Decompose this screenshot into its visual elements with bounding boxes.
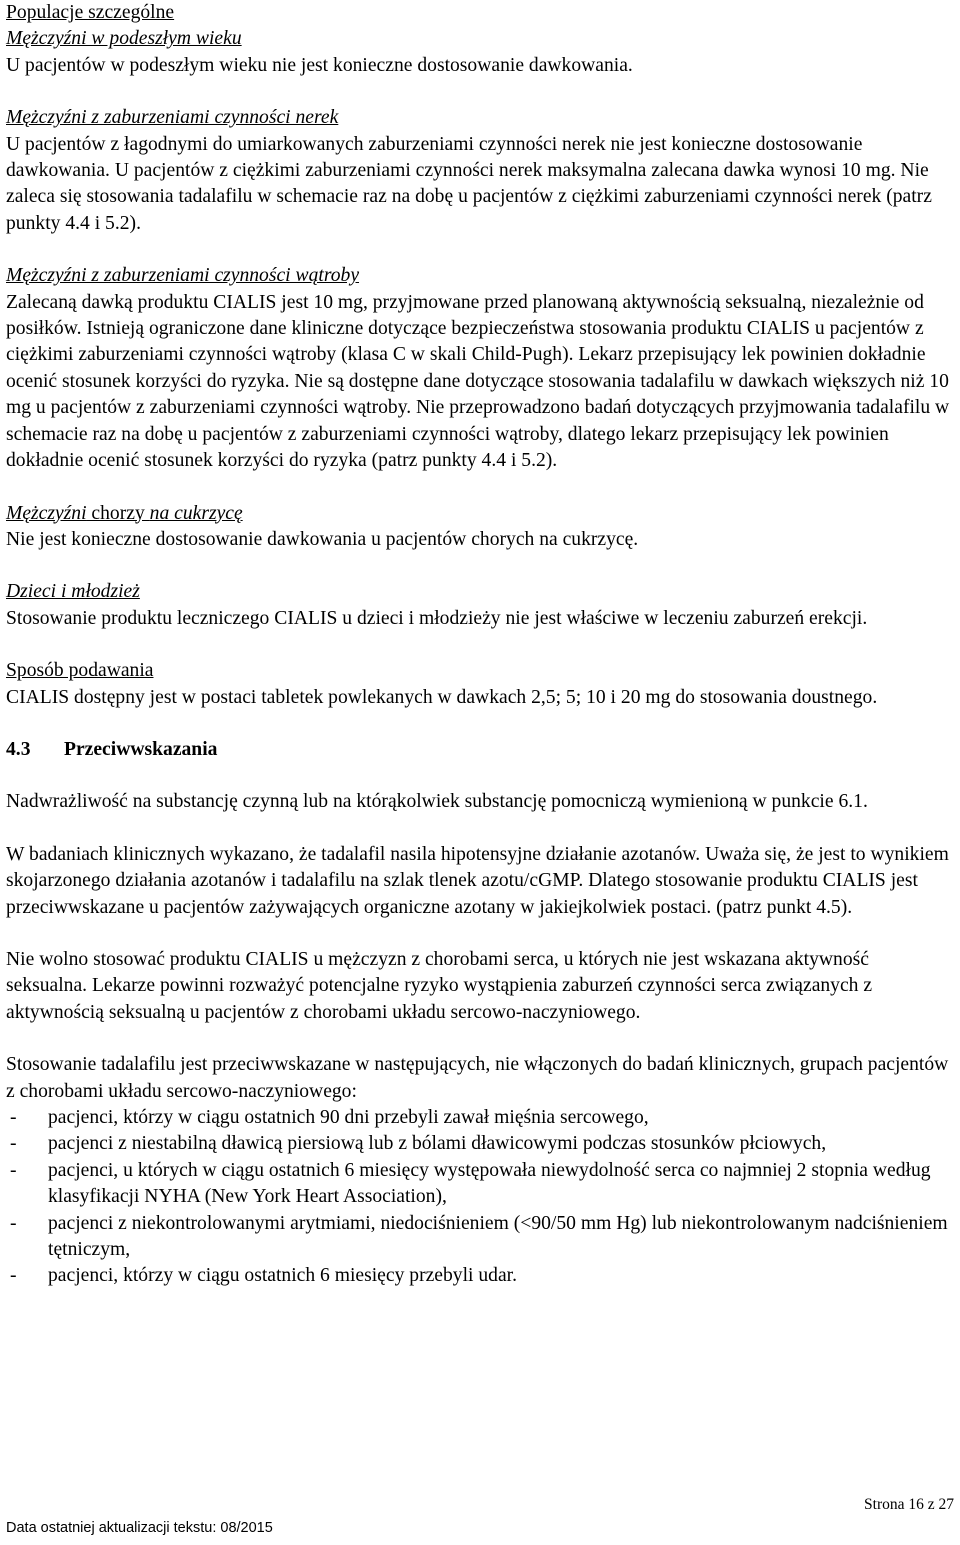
spacer: [6, 921, 954, 947]
section-title-text: Przeciwwskazania: [64, 738, 218, 760]
section-title-contraindications: [6, 737, 954, 763]
elderly-text: U pacjentów w podeszłym wieku nie jest konieczne dostosowanie dawkowania.: [6, 54, 633, 76]
diabetes-heading: [6, 501, 954, 527]
children-text: Stosowanie produktu leczniczego CIALIS u dzieci i młodzieży nie jest właściwe w leczeniu zaburzeń erekcji.: [6, 607, 868, 629]
populations-heading: Populacje szczególne: [6, 2, 175, 23]
administration-text: CIALIS dostępny jest w postaci tabletek powlekanych w dawkach 2,5; 5; 10 i 20 mg do stosowania doustnego.: [6, 686, 878, 708]
dash-bullet: -: [10, 1133, 17, 1155]
list-item: [6, 1158, 954, 1211]
list-item-text: pacjenci z niestabilną dławicą piersiową lub z bólami dławicowymi podczas stosunków płciowych,: [48, 1133, 827, 1155]
dash-bullet: -: [10, 1265, 17, 1287]
administration-heading: Sposób podawania: [6, 660, 154, 682]
hepatic-heading: Mężczyźni z zaburzeniami czynności wątroby: [6, 265, 360, 287]
spacer: [6, 632, 954, 658]
list-item: [6, 1131, 954, 1157]
dash-bullet: -: [10, 1159, 17, 1181]
diabetes-heading-part1: Mężczyźni: [6, 502, 87, 524]
spacer: [6, 475, 954, 501]
spacer: [6, 237, 954, 263]
list-item-text: pacjenci, u których w ciągu ostatnich 6 miesięcy występowała niewydolność serca co najmniej 2 stopnia według klasyfikacji NYHA (New York Heart Association),: [48, 1159, 931, 1208]
contraindications-paragraph-3: Nie wolno stosować produktu CIALIS u mężczyzn z chorobami serca, u których nie jest wskazana aktywność seksualna. Lekarze powinni rozważyć potencjalne ryzyko wystąpienia zaburzeń czynności serca związanych z aktywnością seksualną u pacjentów z chorobami układu sercowo-naczyniowego.: [6, 948, 873, 1023]
dash-bullet: -: [10, 1212, 17, 1234]
spacer: [6, 79, 954, 105]
page-number: Strona 16 z 27: [864, 1496, 954, 1513]
list-item: [6, 1263, 954, 1289]
spacer: [6, 553, 954, 579]
spacer: [6, 816, 954, 842]
dash-bullet: -: [10, 1107, 17, 1128]
list-item: [6, 1211, 954, 1264]
contraindications-paragraph-1: Nadwrażliwość na substancję czynną lub na którąkolwiek substancję pomocniczą wymienioną w punkcie 6.1.: [6, 791, 868, 813]
contraindications-list: [6, 1105, 954, 1290]
spacer: [6, 763, 954, 789]
list-item-text: pacjenci, którzy w ciągu ostatnich 90 dni przebyli zawał mięśnia sercowego,: [48, 1107, 649, 1128]
diabetes-heading-part3: na cukrzycę: [149, 502, 243, 524]
hepatic-text: Zalecaną dawką produktu CIALIS jest 10 mg, przyjmowane przed planowaną aktywnością seksualną, niezależnie od posiłków. Istnieją ograniczone dane kliniczne dotyczące bezpieczeństwa stosowania produktu CIALIS u pacjentów z ciężkimi zaburzeniami czynności wątroby (klasa C w skali Child-Pugh). Lekarz przepisujący lek powinien dokładnie ocenić stosunek korzyści do ryzyka. Nie są dostępne dane dotyczące stosowania tadalafilu w dawkach większych niż 10 mg u pacjentów z zaburzeniami czynności wątroby. Nie przeprowadzono badań dotyczących przyjmowania tadalafilu w schemacie raz na dobę u pacjentów z zaburzeniami czynności wątroby, dlatego lekarz przepisujący lek powinien dokładnie ocenić stosunek korzyści do ryzyka (patrz punkty 4.4 i 5.2).: [6, 291, 950, 472]
last-updated: Data ostatniej aktualizacji tekstu: 08/2015: [6, 1520, 273, 1536]
contraindications-paragraph-4: Stosowanie tadalafilu jest przeciwwskazane w następujących, nie włączonych do badań klinicznych, grupach pacjentów z chorobami układu sercowo-naczyniowego:: [6, 1054, 949, 1102]
list-item-text: pacjenci, którzy w ciągu ostatnich 6 miesięcy przebyli udar.: [48, 1265, 517, 1287]
renal-text: U pacjentów z łagodnymi do umiarkowanych zaburzeniami czynności nerek nie jest konieczne dostosowanie dawkowania. U pacjentów z ciężkimi zaburzeniami czynności nerek maksymalna zalecana dawka wynosi 10 mg. Nie zaleca się stosowania tadalafilu w schemacie raz na dobę u pacjentów z ciężkimi zaburzeniami czynności nerek (patrz punkty 4.4 i 5.2).: [6, 133, 932, 234]
list-item-text: pacjenci z niekontrolowanymi arytmiami, niedociśnieniem (<90/50 mm Hg) lub niekontrolowanym nadciśnieniem tętniczym,: [48, 1212, 948, 1261]
contraindications-paragraph-2: W badaniach klinicznych wykazano, że tadalafil nasila hipotensyjne działanie azotanów. Uważa się, że jest to wynikiem skojarzonego działania azotanów i tadalafilu na szlak tlenek azotu/cGMP. Dlatego stosowanie produktu CIALIS jest przeciwwskazane u pacjentów zażywających organiczne azotany w jakiejkolwiek postaci. (patrz punkt 4.5).: [6, 843, 949, 918]
spacer: [6, 711, 954, 737]
document-page: [6, 0, 954, 1290]
diabetes-heading-part2: chorzy: [86, 502, 150, 524]
list-item: [6, 1105, 954, 1131]
elderly-heading: Mężczyźni w podeszłym wieku: [6, 28, 242, 50]
children-heading: Dzieci i młodzież: [6, 581, 140, 603]
diabetes-text: Nie jest konieczne dostosowanie dawkowania u pacjentów chorych na cukrzycę.: [6, 528, 639, 550]
section-number: 4.3: [6, 738, 31, 760]
spacer: [6, 1026, 954, 1052]
renal-heading: Mężczyźni z zaburzeniami czynności nerek: [6, 107, 339, 129]
